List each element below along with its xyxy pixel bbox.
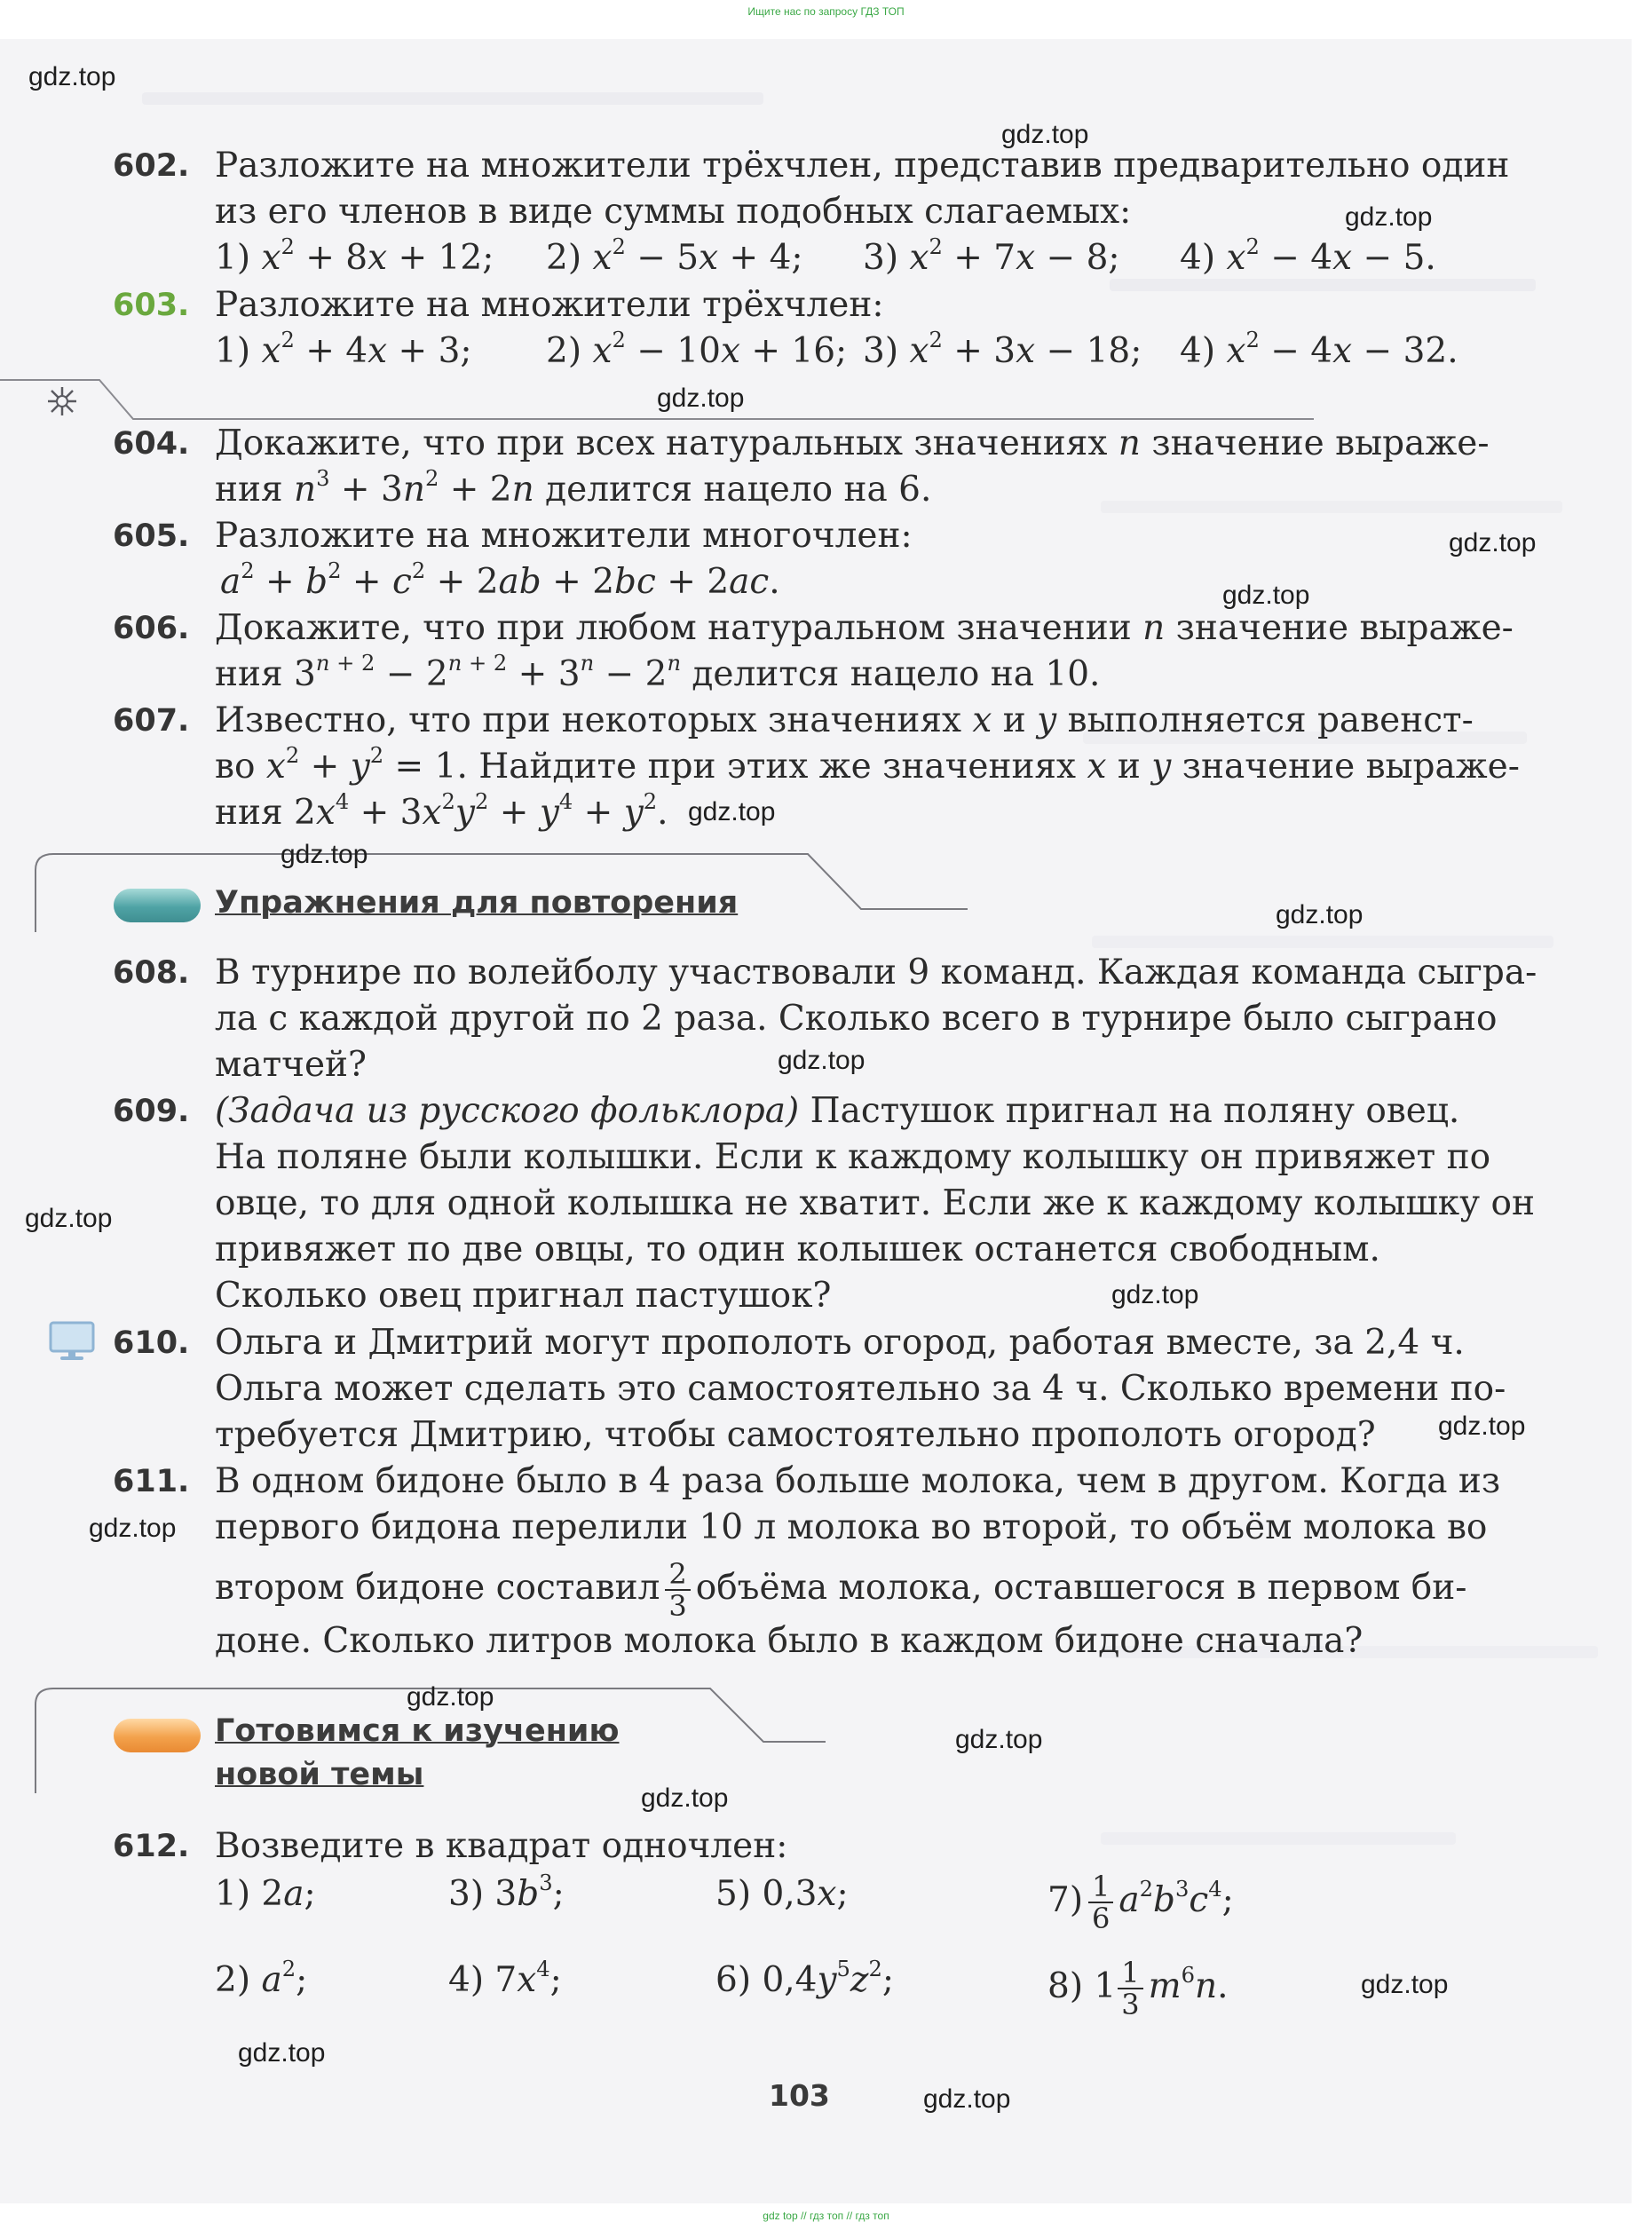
option-4: 4) $x^2 - 4x - 32$. <box>1180 328 1458 371</box>
problem-number: 603. <box>113 288 190 323</box>
option-label: 2) <box>215 1960 251 2000</box>
option-label: 2) <box>546 238 582 278</box>
option-label: 1) <box>215 1874 251 1914</box>
problem-text: ния $3^{n + 2} - 2^{n + 2} + 3^n - 2^n$ делится нацело на 10. <box>215 651 1101 694</box>
problem-text: матчей? <box>215 1045 367 1085</box>
problem-text: В турнире по волейболу участвовали 9 команд. Каждая команда сыгра- <box>215 953 1537 992</box>
problem-text: На поляне были колышки. Если к каждому колышку он привяжет по <box>215 1137 1491 1177</box>
option-label: 3) <box>863 331 899 371</box>
monitor-icon <box>48 1320 96 1363</box>
top-banner: Ищите нас по запросу ГДЗ ТОП <box>747 5 905 18</box>
watermark: gdz.top <box>1345 202 1433 232</box>
section-title: Готовимся к изучению <box>215 1713 620 1749</box>
text-part: ния <box>215 470 283 510</box>
section-pill-teal <box>114 889 201 922</box>
option-2: 2) $a^2$; <box>215 1957 308 2000</box>
option-label: 3) <box>448 1874 485 1914</box>
option-6: 6) $0,4y^5z^2$; <box>715 1957 894 2000</box>
watermark: gdz.top <box>1361 1970 1449 1999</box>
text-part: значение выраже- <box>1182 747 1520 787</box>
fraction <box>665 1559 690 1621</box>
option-3: 3) $3b^3$; <box>448 1870 565 1914</box>
option-7: 7) $\frac{1}{6}$ $a^2b^3c^4$; <box>1047 1870 1234 1935</box>
text-part: Пастушок пригнал на поляну овец. <box>799 1091 1460 1131</box>
text-part: и <box>1117 747 1141 787</box>
numerator: 1 <box>1088 1871 1113 1903</box>
problem-number: 607. <box>113 703 190 739</box>
watermark: gdz.top <box>28 62 116 91</box>
text-part: во <box>215 747 256 787</box>
problem-text <box>215 1559 1466 1621</box>
problem-number: 604. <box>113 426 190 462</box>
text-part: делится нацело на 6. <box>545 470 932 510</box>
option-2: 2) $x^2 - 10x + 16$; <box>546 328 848 371</box>
watermark: gdz.top <box>1438 1412 1526 1441</box>
bleed-through <box>1101 1832 1456 1845</box>
bleed-through <box>1092 936 1553 948</box>
problem-number: 606. <box>113 611 190 646</box>
watermark: gdz.top <box>407 1682 494 1712</box>
numerator: 2 <box>665 1559 690 1591</box>
option-label: 2) <box>546 331 582 371</box>
problem-text: Возведите в квадрат одночлен: <box>215 1826 788 1866</box>
denominator: 6 <box>1092 1902 1111 1935</box>
watermark: gdz.top <box>1001 120 1089 149</box>
problem-text: Сколько овец пригнал пастушок? <box>215 1276 832 1316</box>
problem-text: Ольга и Дмитрий могут прополоть огород, работая вместе, за 2,4 ч. <box>215 1323 1465 1363</box>
numerator: 1 <box>1118 1957 1142 1989</box>
text-part: ния <box>215 793 283 833</box>
option-8: 8) 1 $\frac{1}{3}$ $m^6n$. <box>1047 1956 1229 2021</box>
problem-number: 612. <box>113 1829 190 1864</box>
problem-number: 610. <box>113 1325 190 1361</box>
option-1: 1) $x^2 + 4x + 3$; <box>215 328 472 371</box>
problem-text: первого бидона перелили 10 л молока во второй, то объём молока во <box>215 1507 1488 1547</box>
option-label: 6) <box>715 1960 752 2000</box>
text-part: объёма молока, оставшегося в первом би- <box>695 1568 1467 1608</box>
watermark: gdz.top <box>778 1046 866 1075</box>
problem-text: Известно, что при некоторых значениях x и y выполняется равенст- <box>215 700 1474 740</box>
watermark: gdz.top <box>923 2084 1011 2114</box>
fraction <box>1118 1957 1142 2020</box>
difficulty-divider <box>0 373 1652 426</box>
problem-text: Ольга может сделать это самостоятельно за 4 ч. Сколько времени по- <box>215 1369 1506 1409</box>
option-label: 4) <box>1180 331 1216 371</box>
watermark: gdz.top <box>1111 1280 1199 1309</box>
problem-text: привяжет по две овцы, то один колышек останется свободным. <box>215 1230 1380 1269</box>
watermark: gdz.top <box>1276 900 1363 929</box>
option-4: 4) $7x^4$; <box>448 1957 562 2000</box>
coefficient: 0,3 <box>762 1874 818 1914</box>
watermark: gdz.top <box>1222 581 1310 610</box>
problem-text: Докажите, что при всех натуральных значениях n значение выраже- <box>215 423 1490 463</box>
problem-text: овце, то для одной колышка не хватит. Если же к каждому колышку он <box>215 1183 1535 1223</box>
formula: $a^2 + b^2 + c^2 + 2ab + 2bc + 2ac$. <box>220 558 780 602</box>
option-label: 8) <box>1047 1966 1084 2006</box>
problem-text: ла с каждой другой по 2 раза. Сколько всего в турнире было сыграно <box>215 999 1498 1039</box>
problem-text: В одном бидоне было в 4 раза больше молока, чем в другом. Когда из <box>215 1461 1501 1501</box>
text-part: . Найдите при этих же значениях <box>456 747 1077 787</box>
problem-text: Разложите на множители многочлен: <box>215 516 913 556</box>
problem-number: 611. <box>113 1464 190 1499</box>
watermark: gdz.top <box>25 1204 113 1233</box>
text-part: Известно, что при некоторых значениях <box>215 700 961 740</box>
problem-number: 608. <box>113 955 190 991</box>
watermark: gdz.top <box>688 797 776 826</box>
section-title: Упражнения для повторения <box>215 885 739 921</box>
coefficient: 0,4 <box>762 1960 818 2000</box>
text-part: Докажите, что при всех натуральных значениях <box>215 423 1108 463</box>
watermark: gdz.top <box>955 1725 1043 1754</box>
option-label: 4) <box>1180 238 1216 278</box>
option-label: 3) <box>863 238 899 278</box>
problem-text: ния $2x^4 + 3x^2y^2 + y^4 + y^2$. <box>215 789 668 833</box>
watermark: gdz.top <box>1449 528 1537 558</box>
text-part: и <box>1002 700 1026 740</box>
denominator: 3 <box>668 1589 687 1623</box>
problem-text: доне. Сколько литров молока было в каждом бидоне сначала? <box>215 1621 1363 1661</box>
problem-text: во $x^2 + y^2 = 1$. Найдите при этих же значениях x и y значение выраже- <box>215 743 1520 787</box>
problem-number: 605. <box>113 518 190 554</box>
problem-text: требуется Дмитрию, чтобы самостоятельно прополоть огород? <box>215 1415 1376 1455</box>
option-label: 5) <box>715 1874 752 1914</box>
page-number: 103 <box>769 2078 830 2113</box>
bottom-banner: gdz top // гдз топ // гдз топ <box>763 2210 889 2222</box>
section-title: новой темы <box>215 1757 424 1792</box>
watermark: gdz.top <box>641 1783 729 1813</box>
problem-number: 609. <box>113 1094 190 1129</box>
option-4: 4) $x^2 - 4x - 5$. <box>1180 234 1436 278</box>
denominator: 3 <box>1121 1988 1140 2021</box>
option-3: 3) $x^2 + 3x - 18$; <box>863 328 1142 371</box>
problem-text: из его членов в виде суммы подобных слагаемых: <box>215 192 1132 232</box>
option-2: 2) $x^2 - 5x + 4$; <box>546 234 803 278</box>
problem-text: Докажите, что при любом натуральном значении n значение выраже- <box>215 608 1514 648</box>
option-1: 1) $x^2 + 8x + 12$; <box>215 234 494 278</box>
watermark: gdz.top <box>281 840 368 869</box>
star-icon <box>44 384 80 419</box>
problem-text <box>215 1088 1459 1135</box>
text-part: значение выраже- <box>1175 608 1514 648</box>
problem-number: 602. <box>113 148 190 184</box>
watermark: gdz.top <box>238 2038 326 2068</box>
text-part: делится нацело на 10. <box>692 654 1101 694</box>
option-label: 7) <box>1047 1880 1084 1920</box>
fraction <box>1088 1871 1113 1934</box>
watermark: gdz.top <box>89 1514 177 1543</box>
problem-text: Разложите на множители трёхчлен: <box>215 285 884 325</box>
bleed-through <box>142 92 763 105</box>
whole-part: 1 <box>1094 1966 1117 2006</box>
option-1: 1) 2a; <box>215 1874 316 1914</box>
option-3: 3) $x^2 + 7x - 8$; <box>863 234 1120 278</box>
option-label: 1) <box>215 331 251 371</box>
problem-text: ния $n^3 + 3n^2 + 2n$ делится нацело на 6. <box>215 466 932 510</box>
option-label: 1) <box>215 238 251 278</box>
bleed-through <box>1101 501 1562 513</box>
problem-text: Разложите на множители трёхчлен, представив предварительно один <box>215 146 1510 186</box>
text-part: значение выраже- <box>1151 423 1490 463</box>
text-part: ния <box>215 654 283 694</box>
text-part: втором бидоне составил <box>215 1568 660 1608</box>
option-label: 4) <box>448 1960 485 2000</box>
text-part: Докажите, что при любом натуральном значении <box>215 608 1132 648</box>
text-part: (Задача из русского фольклора) <box>215 1091 800 1131</box>
option-5: 5) 0,3x; <box>715 1874 849 1914</box>
watermark: gdz.top <box>657 384 745 413</box>
section-pill-orange <box>114 1719 201 1752</box>
text-part: выполняется равенст- <box>1067 700 1474 740</box>
